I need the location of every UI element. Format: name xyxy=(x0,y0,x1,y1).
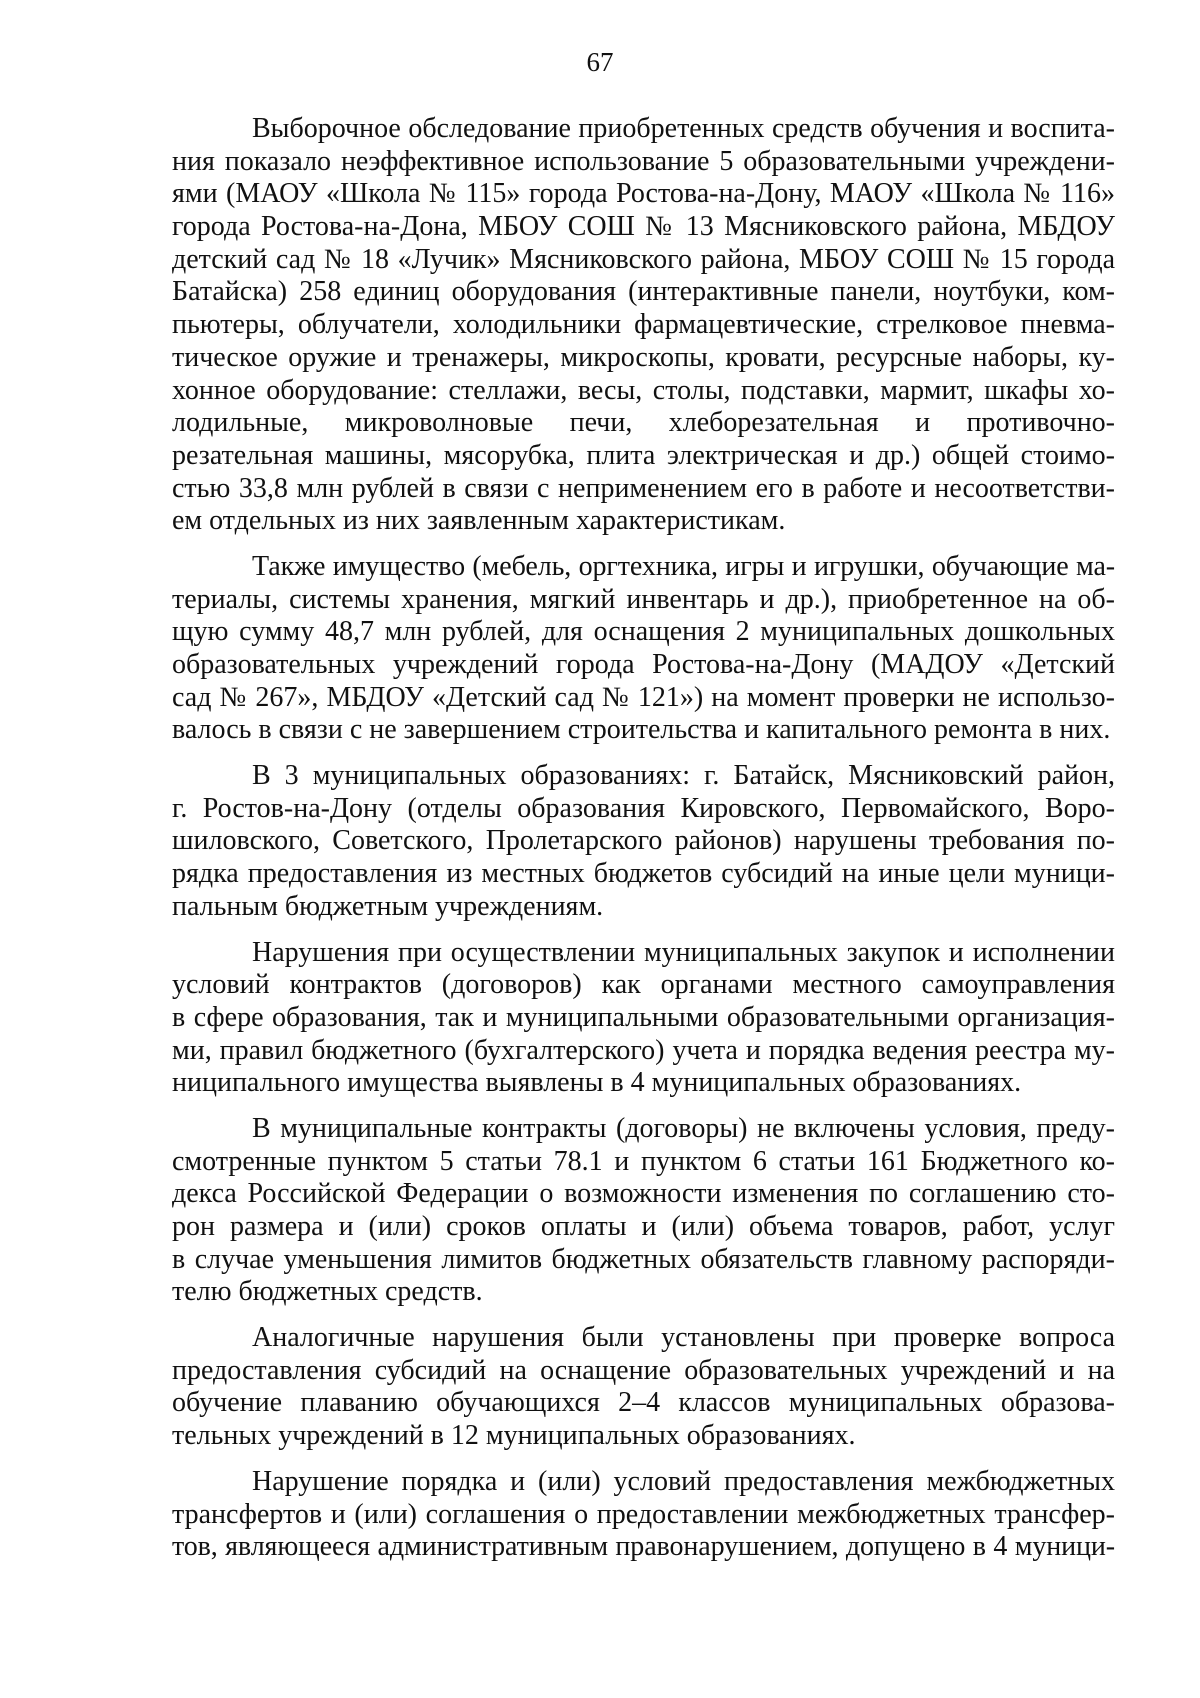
paragraph-three-municipalities xyxy=(172,760,1115,923)
body-text xyxy=(172,113,1115,1564)
text-line: тическое оружие и тренажеры, микроскопы, кровати, ресурсные наборы, ку- xyxy=(172,341,1115,373)
paragraph-similar-violations xyxy=(172,1322,1115,1453)
text-line: В муниципальные контракты (договоры) не включены условия, преду- xyxy=(252,1112,1115,1144)
text-line: обучение плаванию обучающихся 2–4 классов муниципальных образова- xyxy=(172,1387,1115,1419)
paragraph-property-unused xyxy=(172,551,1115,747)
page-number: 67 xyxy=(586,47,614,77)
paragraph-sample-survey xyxy=(172,113,1115,538)
paragraph-contract-conditions xyxy=(172,1113,1115,1309)
text-line: условий контрактов (договоров) как органами местного самоуправления xyxy=(172,969,1115,1001)
text-line: ями (МАОУ «Школа № 115» города Ростова-на-Дону, МАОУ «Школа № 116» xyxy=(172,178,1115,210)
paragraph-procurement-violations xyxy=(172,937,1115,1100)
text-line: в случае уменьшения лимитов бюджетных обязательств главному распоряди- xyxy=(172,1243,1115,1275)
text-line: ем отдельных из них заявленным характеристикам. xyxy=(172,505,786,537)
text-line: детский сад № 18 «Лучик» Мясниковского района, МБОУ СОШ № 15 города xyxy=(172,243,1115,275)
paragraph-interbudget-transfers xyxy=(172,1466,1115,1564)
text-line: Выборочное обследование приобретенных средств обучения и воспита- xyxy=(252,113,1115,144)
text-line: ния показало неэффективное использование 5 образовательными учреждени- xyxy=(172,145,1115,177)
text-line: предоставления субсидий на оснащение образовательных учреждений и на xyxy=(172,1354,1115,1386)
text-line: Нарушение порядка и (или) условий предоставления межбюджетных xyxy=(252,1465,1115,1497)
text-line: Аналогичные нарушения были установлены при проверке вопроса xyxy=(252,1322,1115,1354)
text-line: пальным бюджетным учреждениям. xyxy=(172,890,604,922)
text-line: декса Российской Федерации о возможности изменения по соглашению сто- xyxy=(172,1178,1115,1210)
text-line: образовательных учреждений города Ростова-на-Дону (МАДОУ «Детский xyxy=(172,649,1115,680)
text-line: резательная машины, мясорубка, плита электрическая и др.) общей стоимо- xyxy=(172,439,1115,471)
text-line: стью 33,8 млн рублей в связи с неприменением его в работе и несоответстви- xyxy=(172,472,1115,504)
text-line: смотренные пунктом 5 статьи 78.1 и пунктом 6 статьи 161 Бюджетного ко- xyxy=(172,1145,1115,1177)
text-line: щую сумму 48,7 млн рублей, для оснащения 2 муниципальных дошкольных xyxy=(172,616,1115,648)
text-line: Нарушения при осуществлении муниципальных закупок и исполнении xyxy=(252,936,1115,968)
text-line: рон размера и (или) сроков оплаты и (или) объема товаров, работ, услуг xyxy=(172,1211,1115,1242)
text-line: териалы, системы хранения, мягкий инвентарь и др.), приобретенное на об- xyxy=(172,583,1115,615)
text-line: ми, правил бюджетного (бухгалтерского) учета и порядка ведения реестра му- xyxy=(172,1034,1115,1066)
text-line: валось в связи с не завершением строительства и капитального ремонта в них. xyxy=(172,714,1111,746)
text-line: Батайска) 258 единиц оборудования (интерактивные панели, ноутбуки, ком- xyxy=(172,276,1115,308)
text-line: Также имущество (мебель, оргтехника, игры и игрушки, обучающие ма- xyxy=(252,550,1115,582)
text-line: трансфертов и (или) соглашения о предоставлении межбюджетных трансфер- xyxy=(172,1498,1115,1530)
text-line: телю бюджетных средств. xyxy=(172,1276,483,1308)
text-line: города Ростова-на-Дона, МБОУ СОШ № 13 Мясниковского района, МБДОУ xyxy=(172,211,1115,243)
text-line: ниципального имущества выявлены в 4 муниципальных образованиях. xyxy=(172,1067,1022,1099)
text-line: в сфере образования, так и муниципальными образовательными организация- xyxy=(172,1001,1115,1033)
text-line: тов, являющееся административным правонарушением, допущено в 4 муници- xyxy=(172,1531,1115,1563)
text-line: хонное оборудование: стеллажи, весы, столы, подставки, мармит, шкафы хо- xyxy=(172,374,1115,406)
text-line: В 3 муниципальных образованиях: г. Батайск, Мясниковский район, xyxy=(252,760,1115,792)
text-line: лодильные, микроволновые печи, хлеборезательная и противочно- xyxy=(172,407,1115,439)
text-line: тельных учреждений в 12 муниципальных образованиях. xyxy=(172,1420,856,1452)
text-line: г. Ростов-на-Дону (отделы образования Кировского, Первомайского, Воро- xyxy=(172,792,1115,824)
text-line: пьютеры, облучатели, холодильники фармацевтические, стрелковое пневма- xyxy=(172,309,1115,341)
text-line: сад № 267», МБДОУ «Детский сад № 121») на момент проверки не использо- xyxy=(172,681,1115,713)
text-line: шиловского, Советского, Пролетарского районов) нарушены требования по- xyxy=(172,825,1115,857)
text-line: рядка предоставления из местных бюджетов субсидий на иные цели муници- xyxy=(172,858,1115,890)
